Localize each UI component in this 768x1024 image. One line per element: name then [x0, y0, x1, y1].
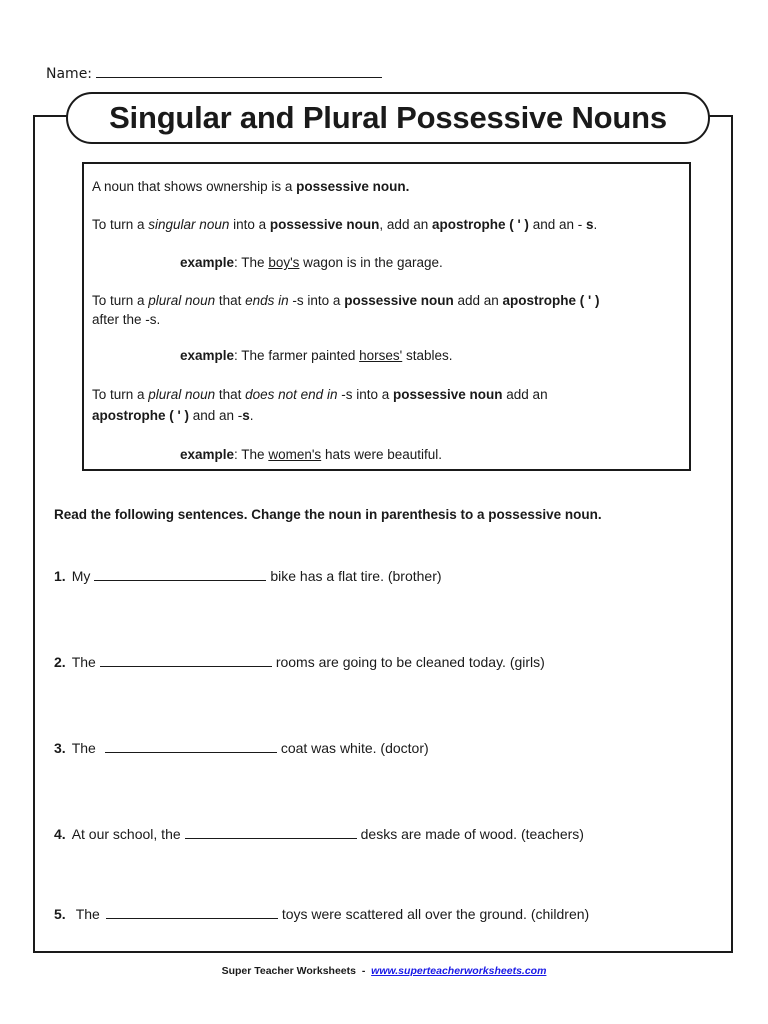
page-title: Singular and Plural Possessive Nouns: [109, 100, 667, 135]
title-banner: [66, 92, 710, 144]
answer-blank-2[interactable]: [100, 652, 272, 667]
name-blank[interactable]: [96, 63, 382, 78]
footer: Super Teacher Worksheets - www.superteacherworksheets.com: [221, 965, 547, 977]
footer-brand: Super Teacher Worksheets: [221, 965, 356, 977]
answer-blank-1[interactable]: [94, 566, 266, 581]
rule-intro: A noun that shows ownership is a possessive noun.: [92, 179, 410, 194]
rule-plural-not-s: To turn a plural noun that does not end in -s into a possessive noun add an apostrophe ( ' ) and an -s.: [92, 387, 548, 423]
answer-blank-4[interactable]: [185, 824, 357, 839]
rules-box: [82, 162, 691, 471]
rule-plural-ends-s: To turn a plural noun that ends in -s into a possessive noun add an apostrophe ( ' ) after the -s.: [92, 293, 600, 327]
rule-singular: To turn a singular noun into a possessive noun, add an apostrophe ( ' ) and an - s.: [92, 217, 598, 232]
example-singular: example: The boy's wagon is in the garage.: [180, 255, 443, 270]
answer-blank-3[interactable]: [105, 738, 277, 753]
answer-blank-5[interactable]: [106, 904, 278, 919]
example-plural-not-s: example: The women's hats were beautiful.: [180, 447, 443, 462]
question-4: 4. At our school, the desks are made of wood. (teachers): [54, 826, 584, 842]
example-plural-s: example: The farmer painted horses' stables.: [180, 348, 453, 363]
instructions: Read the following sentences. Change the noun in parenthesis to a possessive noun.: [54, 507, 602, 522]
footer-link[interactable]: www.superteacherworksheets.com: [371, 965, 547, 977]
question-2: 2. The rooms are going to be cleaned today. (girls): [54, 654, 545, 670]
question-3: 3. The coat was white. (doctor): [54, 740, 429, 756]
question-1: 1. My bike has a flat tire. (brother): [54, 568, 442, 584]
name-field-row: [46, 63, 382, 82]
question-5: 5. The toys were scattered all over the ground. (children): [54, 906, 590, 922]
name-label: Name:: [46, 66, 93, 82]
